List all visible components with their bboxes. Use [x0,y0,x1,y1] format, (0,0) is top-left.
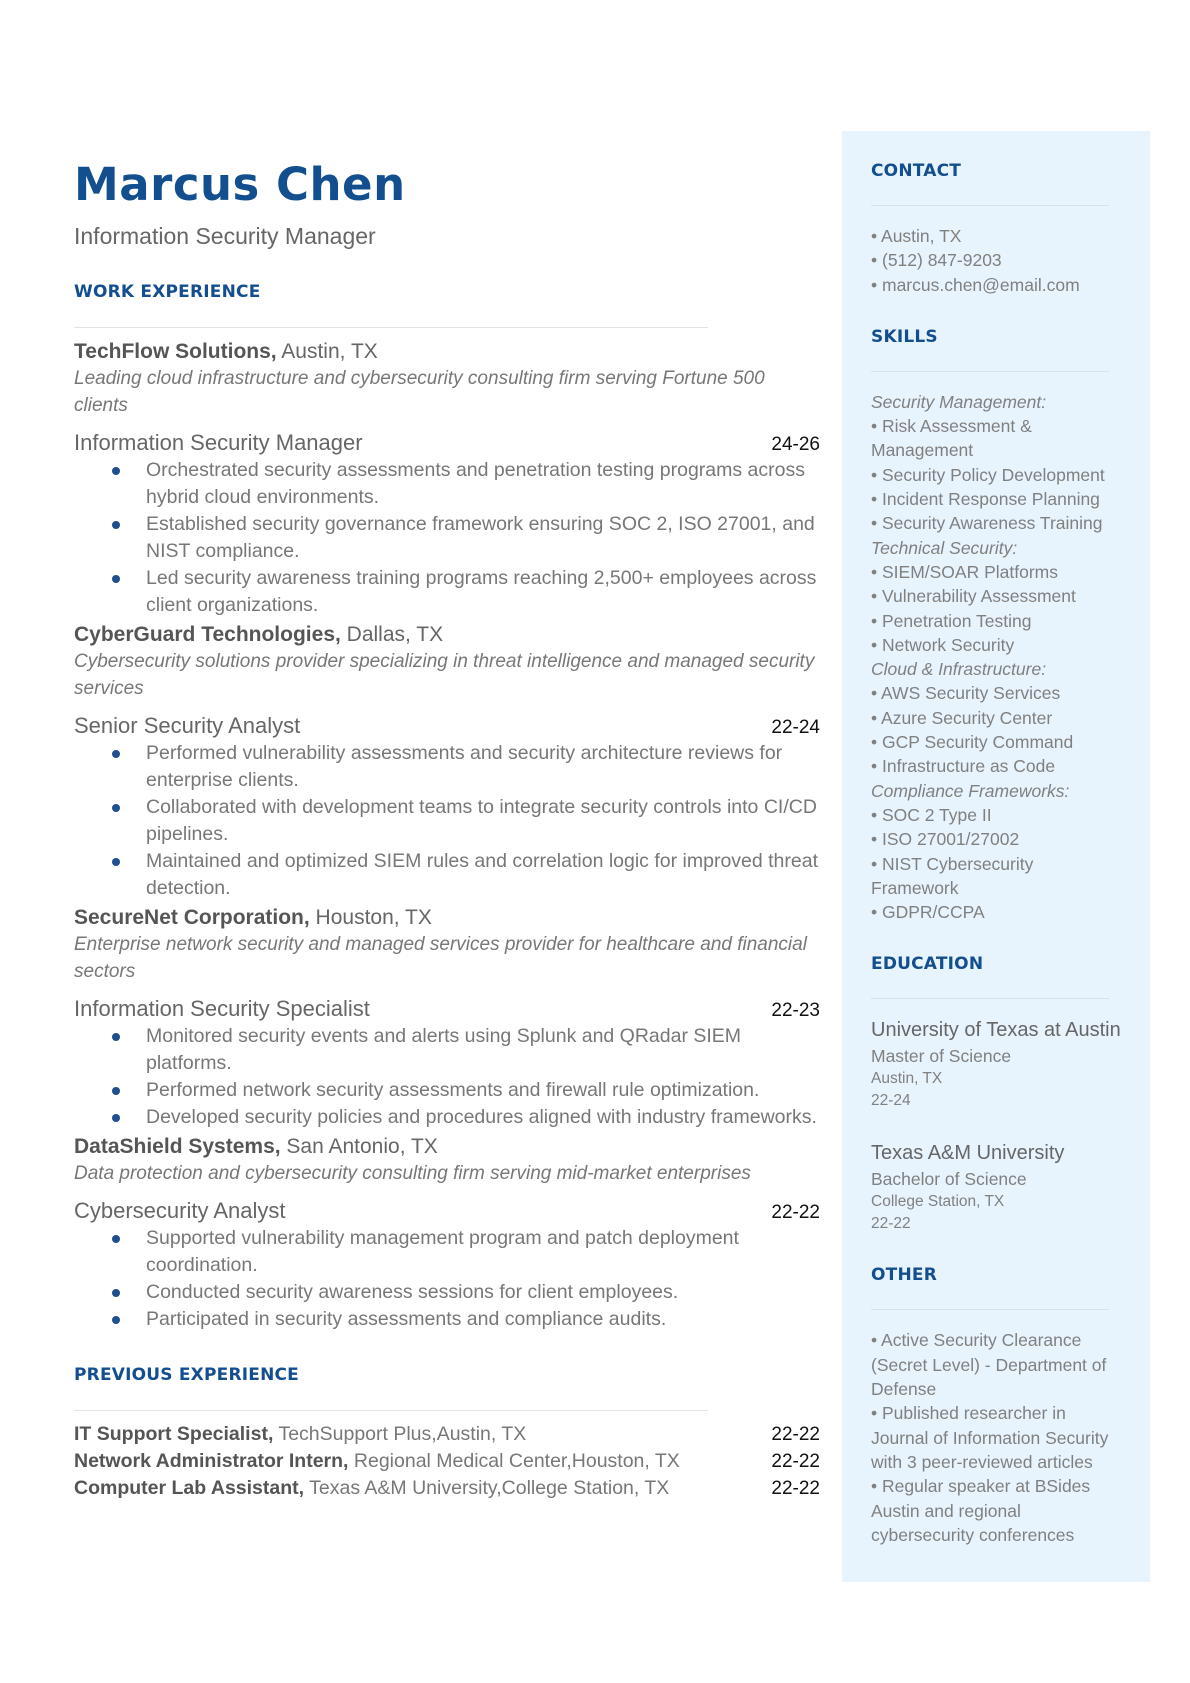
previous-job-date: 22-22 [771,1478,820,1499]
bullet-icon [112,521,120,529]
achievement-text: Developed security policies and procedures aligned with industry frameworks. [146,1106,817,1128]
section-divider [871,998,1109,999]
work-experience-list [74,338,820,1333]
company-description: Leading cloud infrastructure and cybersecurity consulting firm serving Fortune 500 clients [74,368,765,416]
skill-category: Security Management: [871,391,1047,412]
previous-job-row [74,1475,820,1502]
education-heading: EDUCATION [871,954,984,975]
achievement-item [74,848,820,902]
job-entry [74,1133,820,1333]
company-description: Cybersecurity solutions provider specializing in threat intelligence and managed security services [74,651,815,699]
company-name: CyberGuard Technologies, [74,623,341,646]
contact-item: • Austin, TX [871,226,962,246]
bullet-icon [112,1114,120,1122]
company-line [74,1133,820,1160]
previous-job-detail: TechSupport Plus,Austin, TX [273,1423,527,1445]
skill-item: • Infrastructure as Code [871,756,1056,777]
contact-item: • (512) 847-9203 [871,250,1002,271]
bullet-icon [112,858,120,866]
previous-job-detail: Texas A&M University,College Station, TX [304,1477,670,1499]
role-row [74,429,820,457]
section-divider [871,371,1109,372]
school-name: University of Texas at Austin [871,1019,1121,1042]
job-entry [74,338,820,619]
other-item: • Regular speaker at BSides Austin and regional cybersecurity conferences [871,1476,1091,1545]
main-column [74,158,820,1502]
job-entry [74,904,820,1131]
achievement-item [74,1023,820,1077]
candidate-name: Marcus Chen [74,158,406,211]
company-line [74,338,820,365]
job-title: Cybersecurity Analyst [74,1198,286,1223]
skills-section [871,327,1121,925]
school-location: Austin, TX [871,1070,943,1088]
skill-item: • Vulnerability Assessment [871,586,1076,607]
previous-experience-list [74,1421,820,1502]
achievement-text: Led security awareness training programs reaching 2,500+ employees across client organizations. [146,567,817,616]
achievement-list [74,1023,820,1131]
sidebar [842,131,1150,1582]
job-entry [74,621,820,902]
bullet-icon [112,1033,120,1041]
job-title: Information Security Specialist [74,996,370,1021]
previous-job [74,1448,680,1475]
degree: Bachelor of Science [871,1169,1027,1190]
skill-item: • Security Policy Development [871,464,1105,485]
previous-job-title: IT Support Specialist, [74,1423,274,1445]
contact-item: • marcus.chen@email.com [871,274,1080,295]
job-date: 24-26 [771,434,820,455]
other-heading: OTHER [871,1265,937,1286]
company-location: San Antonio, TX [280,1135,438,1158]
role-row [74,712,820,740]
previous-job-row [74,1448,820,1475]
previous-experience-heading: PREVIOUS EXPERIENCE [74,1365,299,1385]
bullet-icon [112,1316,120,1324]
skill-item: • GDPR/CCPA [871,902,985,923]
achievement-text: Participated in security assessments and compliance audits. [146,1308,667,1330]
skill-item: • GCP Security Command [871,732,1074,753]
previous-job-row [74,1421,820,1448]
achievement-text: Monitored security events and alerts using Splunk and QRadar SIEM platforms. [146,1025,742,1074]
company-name: TechFlow Solutions, [74,340,277,363]
school-location: College Station, TX [871,1193,1005,1211]
education-date: 22-22 [871,1215,911,1233]
achievement-text: Collaborated with development teams to integrate security controls into CI/CD pipelines. [146,796,817,845]
previous-job [74,1421,526,1448]
role-row [74,995,820,1023]
previous-job-title: Computer Lab Assistant, [74,1477,305,1499]
previous-job-title: Network Administrator Intern, [74,1450,349,1472]
degree: Master of Science [871,1046,1012,1067]
contact-section [871,161,1121,297]
job-date: 22-23 [771,1000,820,1021]
company-name: SecureNet Corporation, [74,906,310,929]
achievement-item [74,457,820,511]
skill-item: • Security Awareness Training [871,513,1103,534]
skill-item: • Incident Response Planning [871,489,1100,510]
other-item: • Published researcher in Journal of Information Security with 3 peer-reviewed articles [871,1403,1109,1472]
other-section [871,1265,1121,1547]
achievement-item [74,1279,820,1306]
work-experience-heading: WORK EXPERIENCE [74,282,261,302]
education-entry [871,1140,1121,1235]
skill-category: Cloud & Infrastructure: [871,659,1047,680]
contact-heading: CONTACT [871,161,962,181]
achievement-item [74,794,820,848]
section-divider [871,1309,1109,1310]
bullet-icon [112,750,120,758]
section-divider [871,205,1109,206]
job-date: 22-22 [771,1202,820,1223]
bullet-icon [112,575,120,583]
achievement-item [74,1104,820,1131]
previous-job-date: 22-22 [771,1424,820,1445]
achievement-list [74,457,820,619]
achievement-item [74,1077,820,1104]
bullet-icon [112,1289,120,1297]
bullet-icon [112,1235,120,1243]
skill-item: • Penetration Testing [871,610,1032,631]
previous-job-date: 22-22 [771,1451,820,1472]
skill-item: • SIEM/SOAR Platforms [871,561,1058,582]
company-location: Dallas, TX [340,623,444,646]
skill-category: Compliance Frameworks: [871,780,1070,801]
job-title: Senior Security Analyst [74,713,301,738]
bullet-icon [112,1087,120,1095]
achievement-list [74,740,820,902]
bullet-icon [112,467,120,475]
skill-item: • NIST Cybersecurity Framework [871,853,1034,898]
achievement-item [74,511,820,565]
achievement-text: Orchestrated security assessments and penetration testing programs across hybrid cloud environments. [146,459,805,508]
achievement-item [74,565,820,619]
achievement-text: Maintained and optimized SIEM rules and correlation logic for improved threat detection. [146,850,819,899]
job-date: 22-24 [771,717,820,738]
education-date: 22-24 [871,1092,911,1110]
achievement-item [74,1306,820,1333]
achievement-item [74,1225,820,1279]
school-name: Texas A&M University [871,1142,1065,1165]
skill-item: • Azure Security Center [871,707,1053,728]
achievement-text: Supported vulnerability management program and patch deployment coordination. [146,1227,739,1276]
skill-item: • ISO 27001/27002 [871,829,1020,850]
company-description: Enterprise network security and managed services provider for healthcare and financial sectors [74,934,807,982]
achievement-text: Performed vulnerability assessments and security architecture reviews for enterprise clients. [146,742,783,791]
skill-item: • Network Security [871,634,1015,655]
skill-item: • SOC 2 Type II [871,804,992,825]
candidate-title: Information Security Manager [74,223,376,249]
skill-item: • AWS Security Services [871,683,1061,704]
achievement-text: Established security governance framework ensuring SOC 2, ISO 27001, and NIST compliance. [146,513,815,562]
other-item: • Active Security Clearance (Secret Level) - Department of Defense [871,1330,1107,1400]
skill-item: • Risk Assessment & Management [871,416,1032,461]
achievement-list [74,1225,820,1333]
company-location: Houston, TX [309,906,432,929]
section-divider [74,327,708,328]
achievement-text: Conducted security awareness sessions for client employees. [146,1281,679,1303]
skills-heading: SKILLS [871,326,938,347]
section-divider [74,1410,708,1411]
bullet-icon [112,804,120,812]
previous-job [74,1475,669,1502]
job-title: Information Security Manager [74,430,363,455]
company-line [74,904,820,931]
role-row [74,1197,820,1225]
company-description: Data protection and cybersecurity consulting firm serving mid-market enterprises [74,1163,751,1184]
education-section [871,954,1121,1235]
previous-job-detail: Regional Medical Center,Houston, TX [348,1450,680,1472]
achievement-text: Performed network security assessments and firewall rule optimization. [146,1079,760,1101]
skill-category: Technical Security: [871,537,1018,558]
company-name: DataShield Systems, [74,1135,281,1158]
company-line [74,621,820,648]
education-entry [871,1017,1121,1112]
achievement-item [74,740,820,794]
company-location: Austin, TX [276,340,378,363]
